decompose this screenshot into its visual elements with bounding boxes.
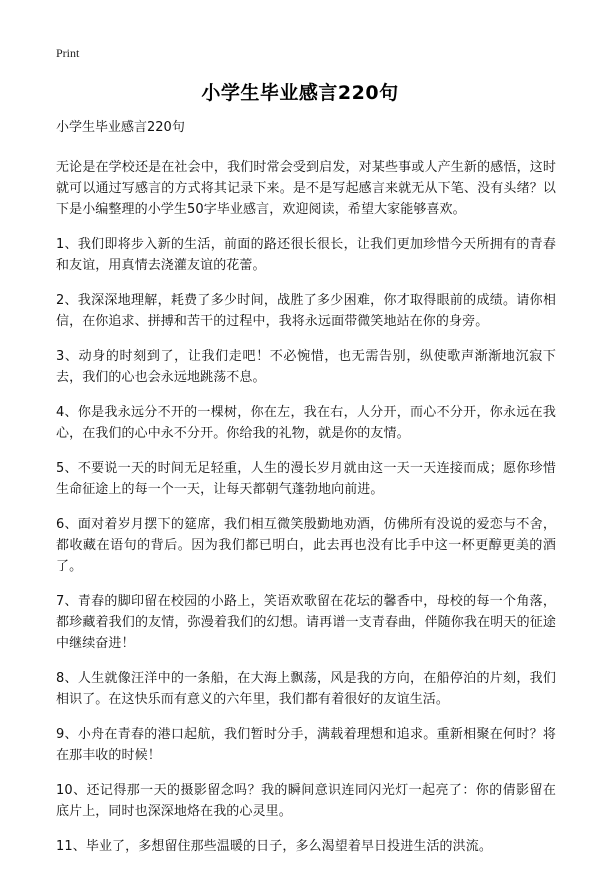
page-title: 小学生毕业感言220句 <box>201 82 399 104</box>
quote-paragraph-10: 10、还记得那一天的摄影留念吗？我的瞬间意识连同闪光灯一起亮了：你的倩影留在底片上，同时也深深地烙在我的心灵里。 <box>56 783 556 819</box>
print-link[interactable]: Print <box>56 46 80 60</box>
quote-paragraph-7: 7、青春的脚印留在校园的小路上，笑语欢歌留在花坛的馨香中，母校的每一个角落，都珍藏着我们的友情，弥漫着我们的幻想。请再谱一支青春曲，伴随你我在明天的征途中继续奋进！ <box>56 594 556 651</box>
article-body <box>56 118 556 871</box>
quote-paragraph-8: 8、人生就像汪洋中的一条船，在大海上飘荡，风是我的方向，在船停泊的片刻，我们相识了。在这快乐而有意义的六年里，我们都有着很好的友谊生活。 <box>56 671 556 707</box>
quote-paragraph-4: 4、你是我永远分不开的一棵树，你在左，我在右，人分开，而心不分开，你永远在我心，在我们的心中永不分开。你给我的礼物，就是你的友情。 <box>56 405 556 441</box>
quote-paragraph-2: 2、我深深地理解，耗费了多少时间，战胜了多少困难，你才取得眼前的成绩。请你相信，在你追求、拼搏和苦干的过程中，我将永远面带微笑地站在你的身旁。 <box>56 293 556 329</box>
intro-paragraph: 无论是在学校还是在社会中，我们时常会受到启发，对某些事或人产生新的感悟，这时就可以通过写感言的方式将其记录下来。是不是写起感言来就无从下笔、没有头绪？以下是小编整理的小学生50字毕业感言，欢迎阅读，希望大家能够喜欢。 <box>56 160 556 217</box>
article-subtitle: 小学生毕业感言220句 <box>56 120 185 135</box>
quote-paragraph-3: 3、动身的时刻到了，让我们走吧！不必惋惜，也无需告别，纵使歌声渐渐地沉寂下去，我们的心也会永远地跳荡不息。 <box>56 349 556 385</box>
quote-paragraph-1: 1、我们即将步入新的生活，前面的路还很长很长，让我们更加珍惜今天所拥有的青春和友谊，用真情去浇灌友谊的花蕾。 <box>56 237 556 273</box>
quote-paragraph-5: 5、不要说一天的时间无足轻重，人生的漫长岁月就由这一天一天连接而成；愿你珍惜生命征途上的每一个一天，让每天都朝气蓬勃地向前进。 <box>56 461 556 497</box>
quote-paragraph-6: 6、面对着岁月摆下的筵席，我们相互微笑殷勤地劝酒，仿佛所有没说的爱恋与不舍，都收藏在语句的背后。因为我们都已明白，此去再也没有比手中这一杯更醇更美的酒了。 <box>56 517 556 574</box>
quote-paragraph-11: 11、毕业了，多想留住那些温暖的日子，多么渴望着早日投进生活的洪流。 <box>56 839 492 854</box>
quote-paragraph-9: 9、小舟在青春的港口起航，我们暂时分手，满载着理想和追求。重新相聚在何时？将在那丰收的时候！ <box>56 727 556 763</box>
